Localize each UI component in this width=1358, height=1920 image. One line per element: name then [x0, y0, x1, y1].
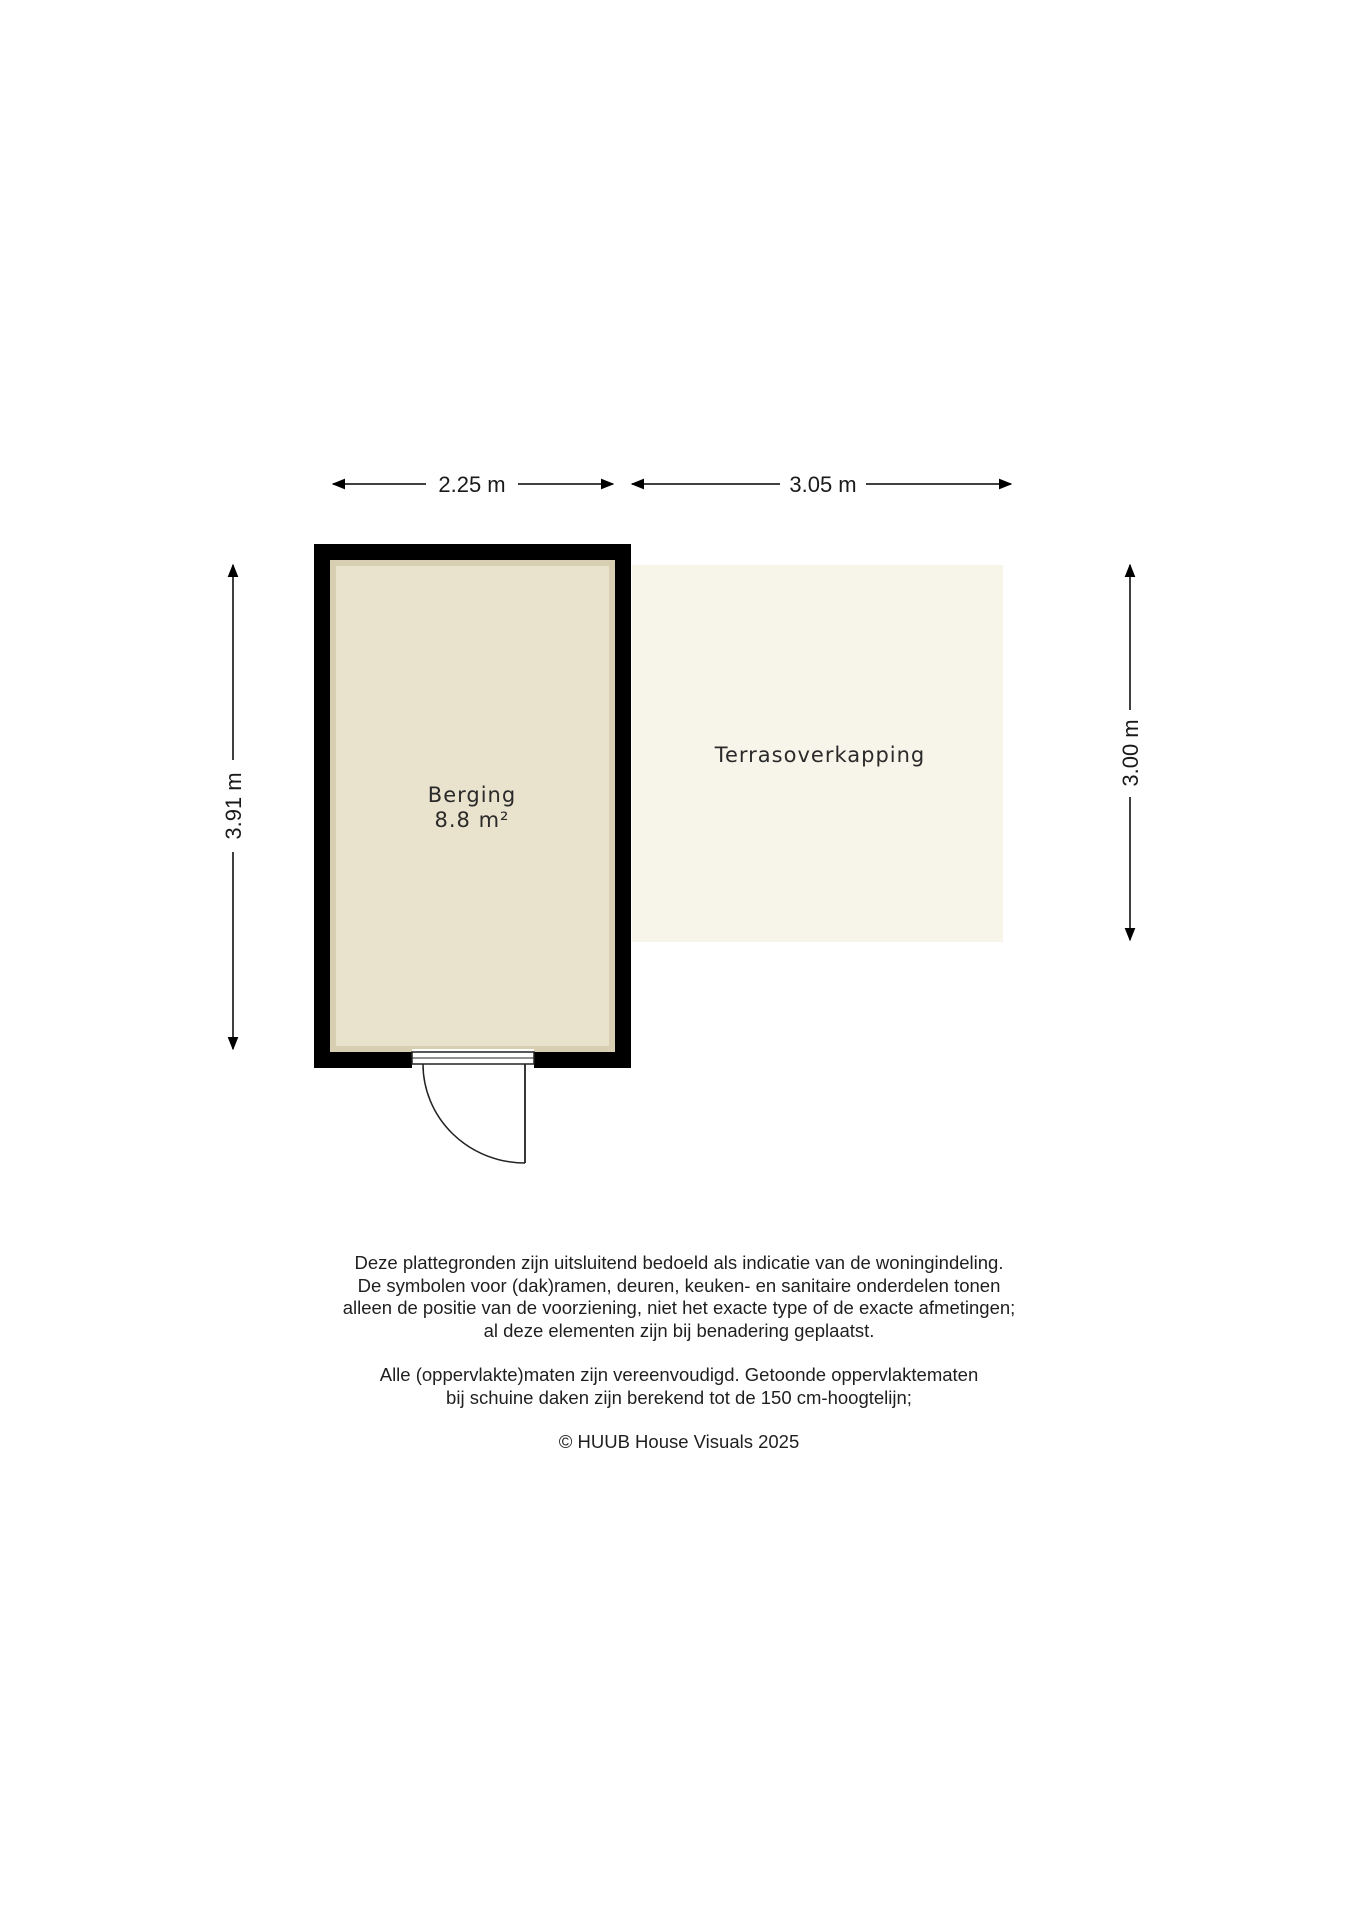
disclaimer-line: alleen de positie van de voorziening, niet het exacte type of de exacte afmetingen;: [342, 1297, 1016, 1318]
dimension-top-left-label: 2.25 m: [438, 472, 506, 497]
berging-label: Berging: [427, 783, 517, 807]
disclaimer-line: Alle (oppervlakte)maten zijn vereenvoudigd. Getoonde oppervlaktematen: [379, 1364, 979, 1385]
disclaimer-paragraph-2: [0, 1364, 1358, 1409]
disclaimer: [0, 1252, 1358, 1476]
dimension-right: [1118, 565, 1143, 940]
dimension-left: [221, 565, 246, 1049]
copyright: [0, 1431, 1358, 1454]
terrasoverkapping-label: Terrasoverkapping: [714, 743, 926, 767]
berging-area: 8.8 m²: [434, 808, 510, 832]
disclaimer-line: De symbolen voor (dak)ramen, deuren, keuken- en sanitaire onderdelen tonen: [357, 1274, 1001, 1296]
disclaimer-line: al deze elementen zijn bij benadering geplaatst.: [483, 1319, 875, 1341]
disclaimer-paragraph-1: [0, 1252, 1358, 1342]
copyright-text: © HUUB House Visuals 2025: [558, 1431, 800, 1452]
door-swing-arc: [423, 1064, 525, 1163]
dimension-top-right: [632, 472, 1011, 497]
dimension-top-left: [333, 472, 613, 497]
disclaimer-line: bij schuine daken zijn berekend tot de 150 cm-hoogtelijn;: [446, 1386, 912, 1408]
dimension-left-label: 3.91 m: [221, 772, 246, 840]
disclaimer-line: Deze plattegronden zijn uitsluitend bedoeld als indicatie van de woningindeling.: [354, 1252, 1004, 1273]
door: [412, 1049, 534, 1163]
dimension-right-label: 3.00 m: [1118, 719, 1143, 787]
dimension-top-right-label: 3.05 m: [789, 472, 857, 497]
